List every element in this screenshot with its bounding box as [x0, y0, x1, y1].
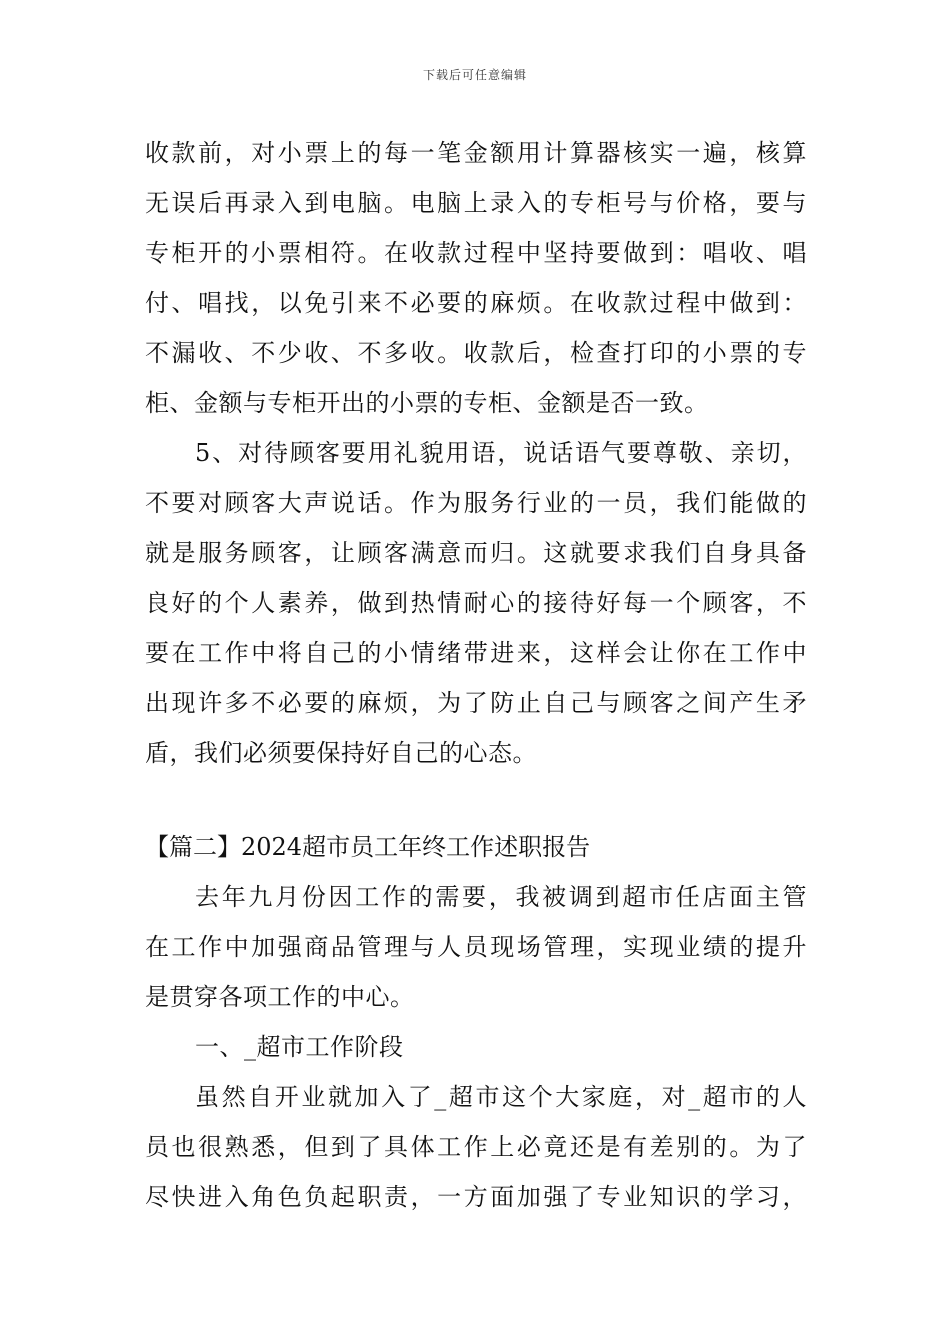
- paragraph-line: 尽快进入角色负起职责，一方面加强了专业知识的学习，: [145, 1183, 807, 1211]
- paragraph-work-stage: [145, 1072, 807, 1222]
- section-title: 【篇二】2024超市员工年终工作述职报告: [145, 833, 591, 861]
- section-spacer: [145, 778, 807, 822]
- paragraph-line: 就是服务顾客，让顾客满意而归。这就要求我们自身具备: [145, 539, 807, 567]
- paragraph-line: 柜、金额与专柜开出的小票的专柜、金额是否一致。: [145, 389, 709, 417]
- page-header-note: 下载后可任意编辑: [422, 68, 527, 82]
- paragraph-line: 员也很熟悉，但到了具体工作上必竟还是有差别的。为了: [145, 1133, 807, 1161]
- subheading: 一、_超市工作阶段: [195, 1033, 404, 1061]
- paragraph-line: 不要对顾客大声说话。作为服务行业的一员，我们能做的: [145, 489, 807, 517]
- paragraph-line: 付、唱找，以免引来不必要的麻烦。在收款过程中做到：: [145, 289, 807, 317]
- paragraph-line: 虽然自开业就加入了_超市这个大家庭，对_超市的人: [195, 1083, 807, 1111]
- paragraph-line: 出现许多不必要的麻烦，为了防止自己与顾客之间产生矛: [145, 689, 807, 717]
- paragraph-line: 盾，我们必须要保持好自己的心态。: [145, 739, 537, 767]
- paragraph-line: 专柜开的小票相符。在收款过程中坚持要做到：唱收、唱: [145, 239, 807, 267]
- document-body: [145, 128, 807, 1222]
- paragraph-line: 良好的个人素养，做到热情耐心的接待好每一个顾客，不: [145, 589, 807, 617]
- paragraph-line: 5、对待顾客要用礼貌用语，说话语气要尊敬、亲切，: [195, 439, 807, 467]
- paragraph-line: 在工作中加强商品管理与人员现场管理，实现业绩的提升: [145, 933, 807, 961]
- paragraph-polite-service: [145, 428, 807, 778]
- paragraph-line: 不漏收、不少收、不多收。收款后，检查打印的小票的专: [145, 339, 807, 367]
- paragraph-line: 无误后再录入到电脑。电脑上录入的专柜号与价格，要与: [145, 189, 807, 217]
- paragraph-intro: [145, 872, 807, 1022]
- paragraph-line: 是贯穿各项工作的中心。: [145, 983, 415, 1011]
- paragraph-line: 去年九月份因工作的需要，我被调到超市任店面主管: [195, 883, 807, 911]
- paragraph-line: 收款前，对小票上的每一笔金额用计算器核实一遍，核算: [145, 139, 807, 167]
- paragraph-receipt-checking: [145, 128, 807, 428]
- paragraph-line: 要在工作中将自己的小情绪带进来，这样会让你在工作中: [145, 639, 807, 667]
